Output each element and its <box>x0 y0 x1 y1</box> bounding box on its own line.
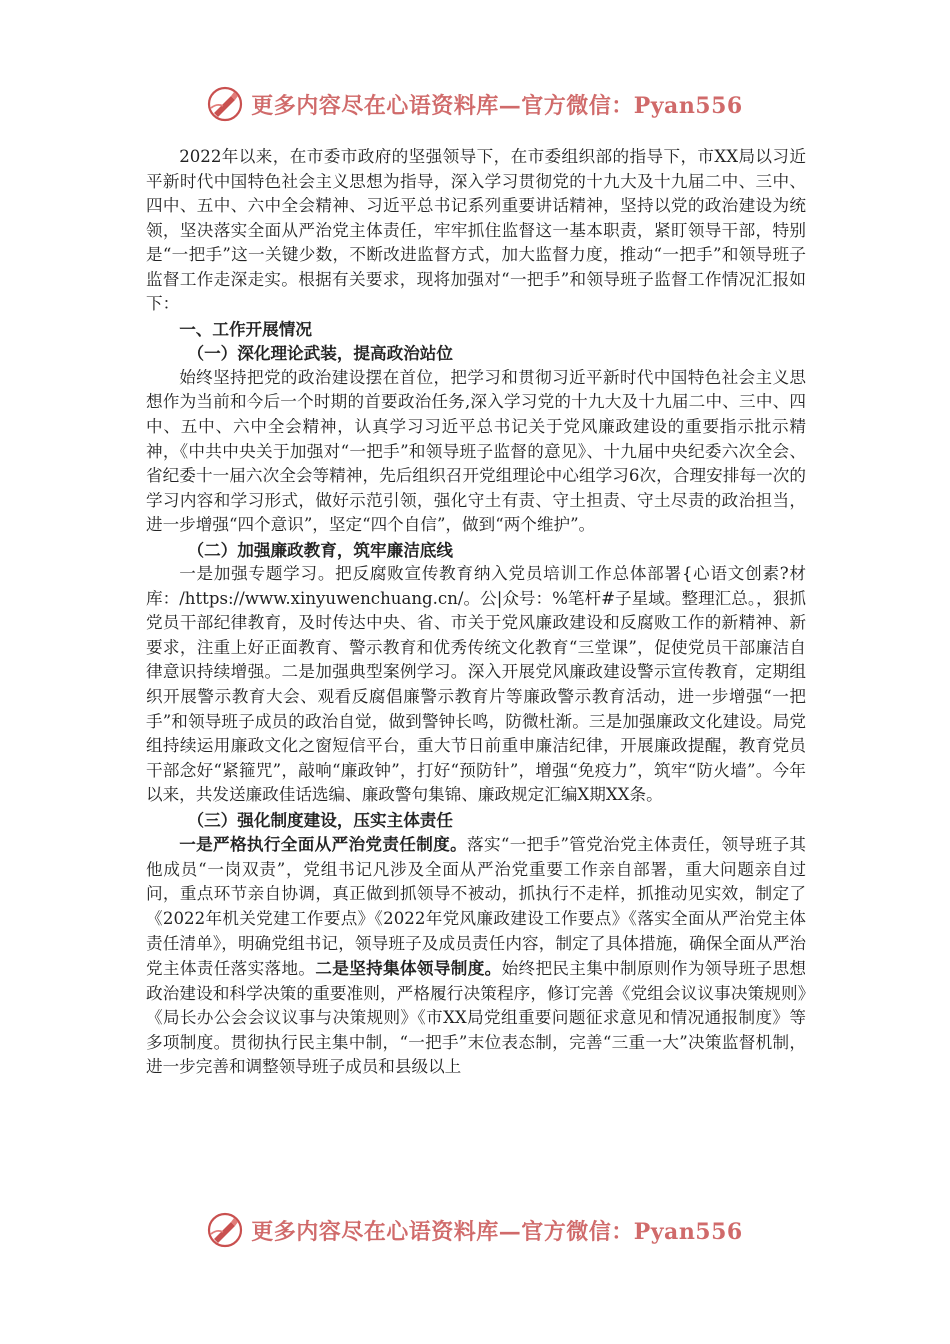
section-heading: 一、工作开展情况 <box>179 318 312 339</box>
subsection-heading: （三）强化制度建设，压实主体责任 <box>187 809 453 830</box>
body-paragraph: 一是加强专题学习。把反腐败宣传教育纳入党员培训工作总体部署{心语文创素?材库：/https://www.xinyuwenchuang.cn/。公|众号：%笔杆#子星域。整理汇总。，狠抓党员干部纪律教育，及时传达中央、省、市关于党风廉政建设和反腐败工作的新精神、新要求，注重上好正面教育、警示教育和优秀传统文化教育“三堂课”，促使党员干部廉洁自律意识持续增强。二是加强典型案例学习。深入开展党风廉政建设警示宣传教育，定期组织开展警示教育大会、观看反腐倡廉警示教育片等廉政警示教育活动，进一步增强“一把手”和领导班子成员的政治自觉，做到警钟长鸣，防微杜渐。三是加强廉政文化建设。局党组持续运用廉政文化之窗短信平台，重大节日前重申廉洁纪律，开展廉政提醒，教育党员干部念好“紧箍咒”，敲响“廉政钟”，打好“预防针”，增强“免疫力”，筑牢“防火墙”。今年以来，共发送廉政佳话选编、廉政警句集锦、廉政规定汇编X期XX条。 <box>146 564 806 805</box>
watermark-text: 更多内容尽在心语资料库—官方微信：Pyan556 <box>251 92 743 119</box>
subsection-heading: （二）加强廉政教育，筑牢廉洁底线 <box>187 539 453 560</box>
pen-logo-icon <box>207 1212 243 1248</box>
body-paragraph <box>146 832 806 1079</box>
lead-phrase: 一是严格执行全面从严治党责任制度。 <box>179 834 468 855</box>
body-paragraph: 始终坚持把党的政治建设摆在首位，把学习和贯彻习近平新时代中国特色社会主义思想作为当前和今后一个时期的首要政治任务,深入学习党的十九大及十九届二中、三中、四中、五中、六中全会精神，认真学习习近平总书记关于党风廉政建设的重要指示批示精神，《中共中央关于加强对“一把手”和领导班子监督的意见》、十九届中央纪委六次全会、省纪委十一届六次全会等精神，先后组织召开党组理论中心组学习6次，合理安排每一次的学习内容和学习形式，做好示范引领，强化守土有责、守土担责、守土尽责的政治担当，进一步增强“四个意识”，坚定“四个自信”，做到“两个维护”。 <box>146 367 806 535</box>
lead-phrase: 二是坚持集体领导制度。 <box>315 958 502 979</box>
paragraph-text: 落实“一把手”管党治党主体责任，领导班子其他成员“一岗双责”，党组书记凡涉及全面从严治党重要工作亲自部署，重大问题亲自过问，重点环节亲自协调，真正做到抓领导不被动，抓执行不走样，抓推动见实效，制定了《2022年机关党建工作要点》《2022年党风廉政建设工作要点》《落实全面从严治党主体责任清单》，明确党组书记，领导班子及成员责任内容，制定了具体措施，确保全面从严治党主体责任落实落地。 <box>146 835 807 979</box>
watermark-banner-bottom <box>0 1210 950 1250</box>
watermark-text: 更多内容尽在心语资料库—官方微信：Pyan556 <box>251 1218 743 1245</box>
paragraph-text: 始终把民主集中制原则作为领导班子思想政治建设和科学决策的重要准则，严格履行决策程序，修订完善《党组会议议事决策规则》《局长办公会会议议事与决策规则》《市XX局党组重要问题征求意见和情况通报制度》等多项制度。贯彻执行民主集中制，“一把手”末位表态制，完善“三重一大”决策监督机制，进一步完善和调整领导班子成员和县级以上 <box>146 959 807 1077</box>
pen-logo-icon <box>207 86 243 122</box>
watermark-banner-top <box>0 84 950 124</box>
subsection-heading: （一）深化理论武装，提高政治站位 <box>187 343 453 364</box>
intro-paragraph: 2022年以来，在市委市政府的坚强领导下，在市委组织部的指导下，市XX局以习近平新时代中国特色社会主义思想为指导，深入学习贯彻党的十九大及十九届二中、三中、四中、五中、六中全会精神、习近平总书记系列重要讲话精神，坚持以党的政治建设为统领，坚决落实全面从严治党主体责任，牢牢抓住监督这一基本职责，紧盯领导干部，特别是“一把手”这一关键少数，不断改进监督方式，加大监督力度，推动“一把手”和领导班子监督工作走深走实。根据有关要求，现将加强对“一把手”和领导班子监督工作情况汇报如下： <box>146 147 806 314</box>
document-body <box>146 145 806 1080</box>
